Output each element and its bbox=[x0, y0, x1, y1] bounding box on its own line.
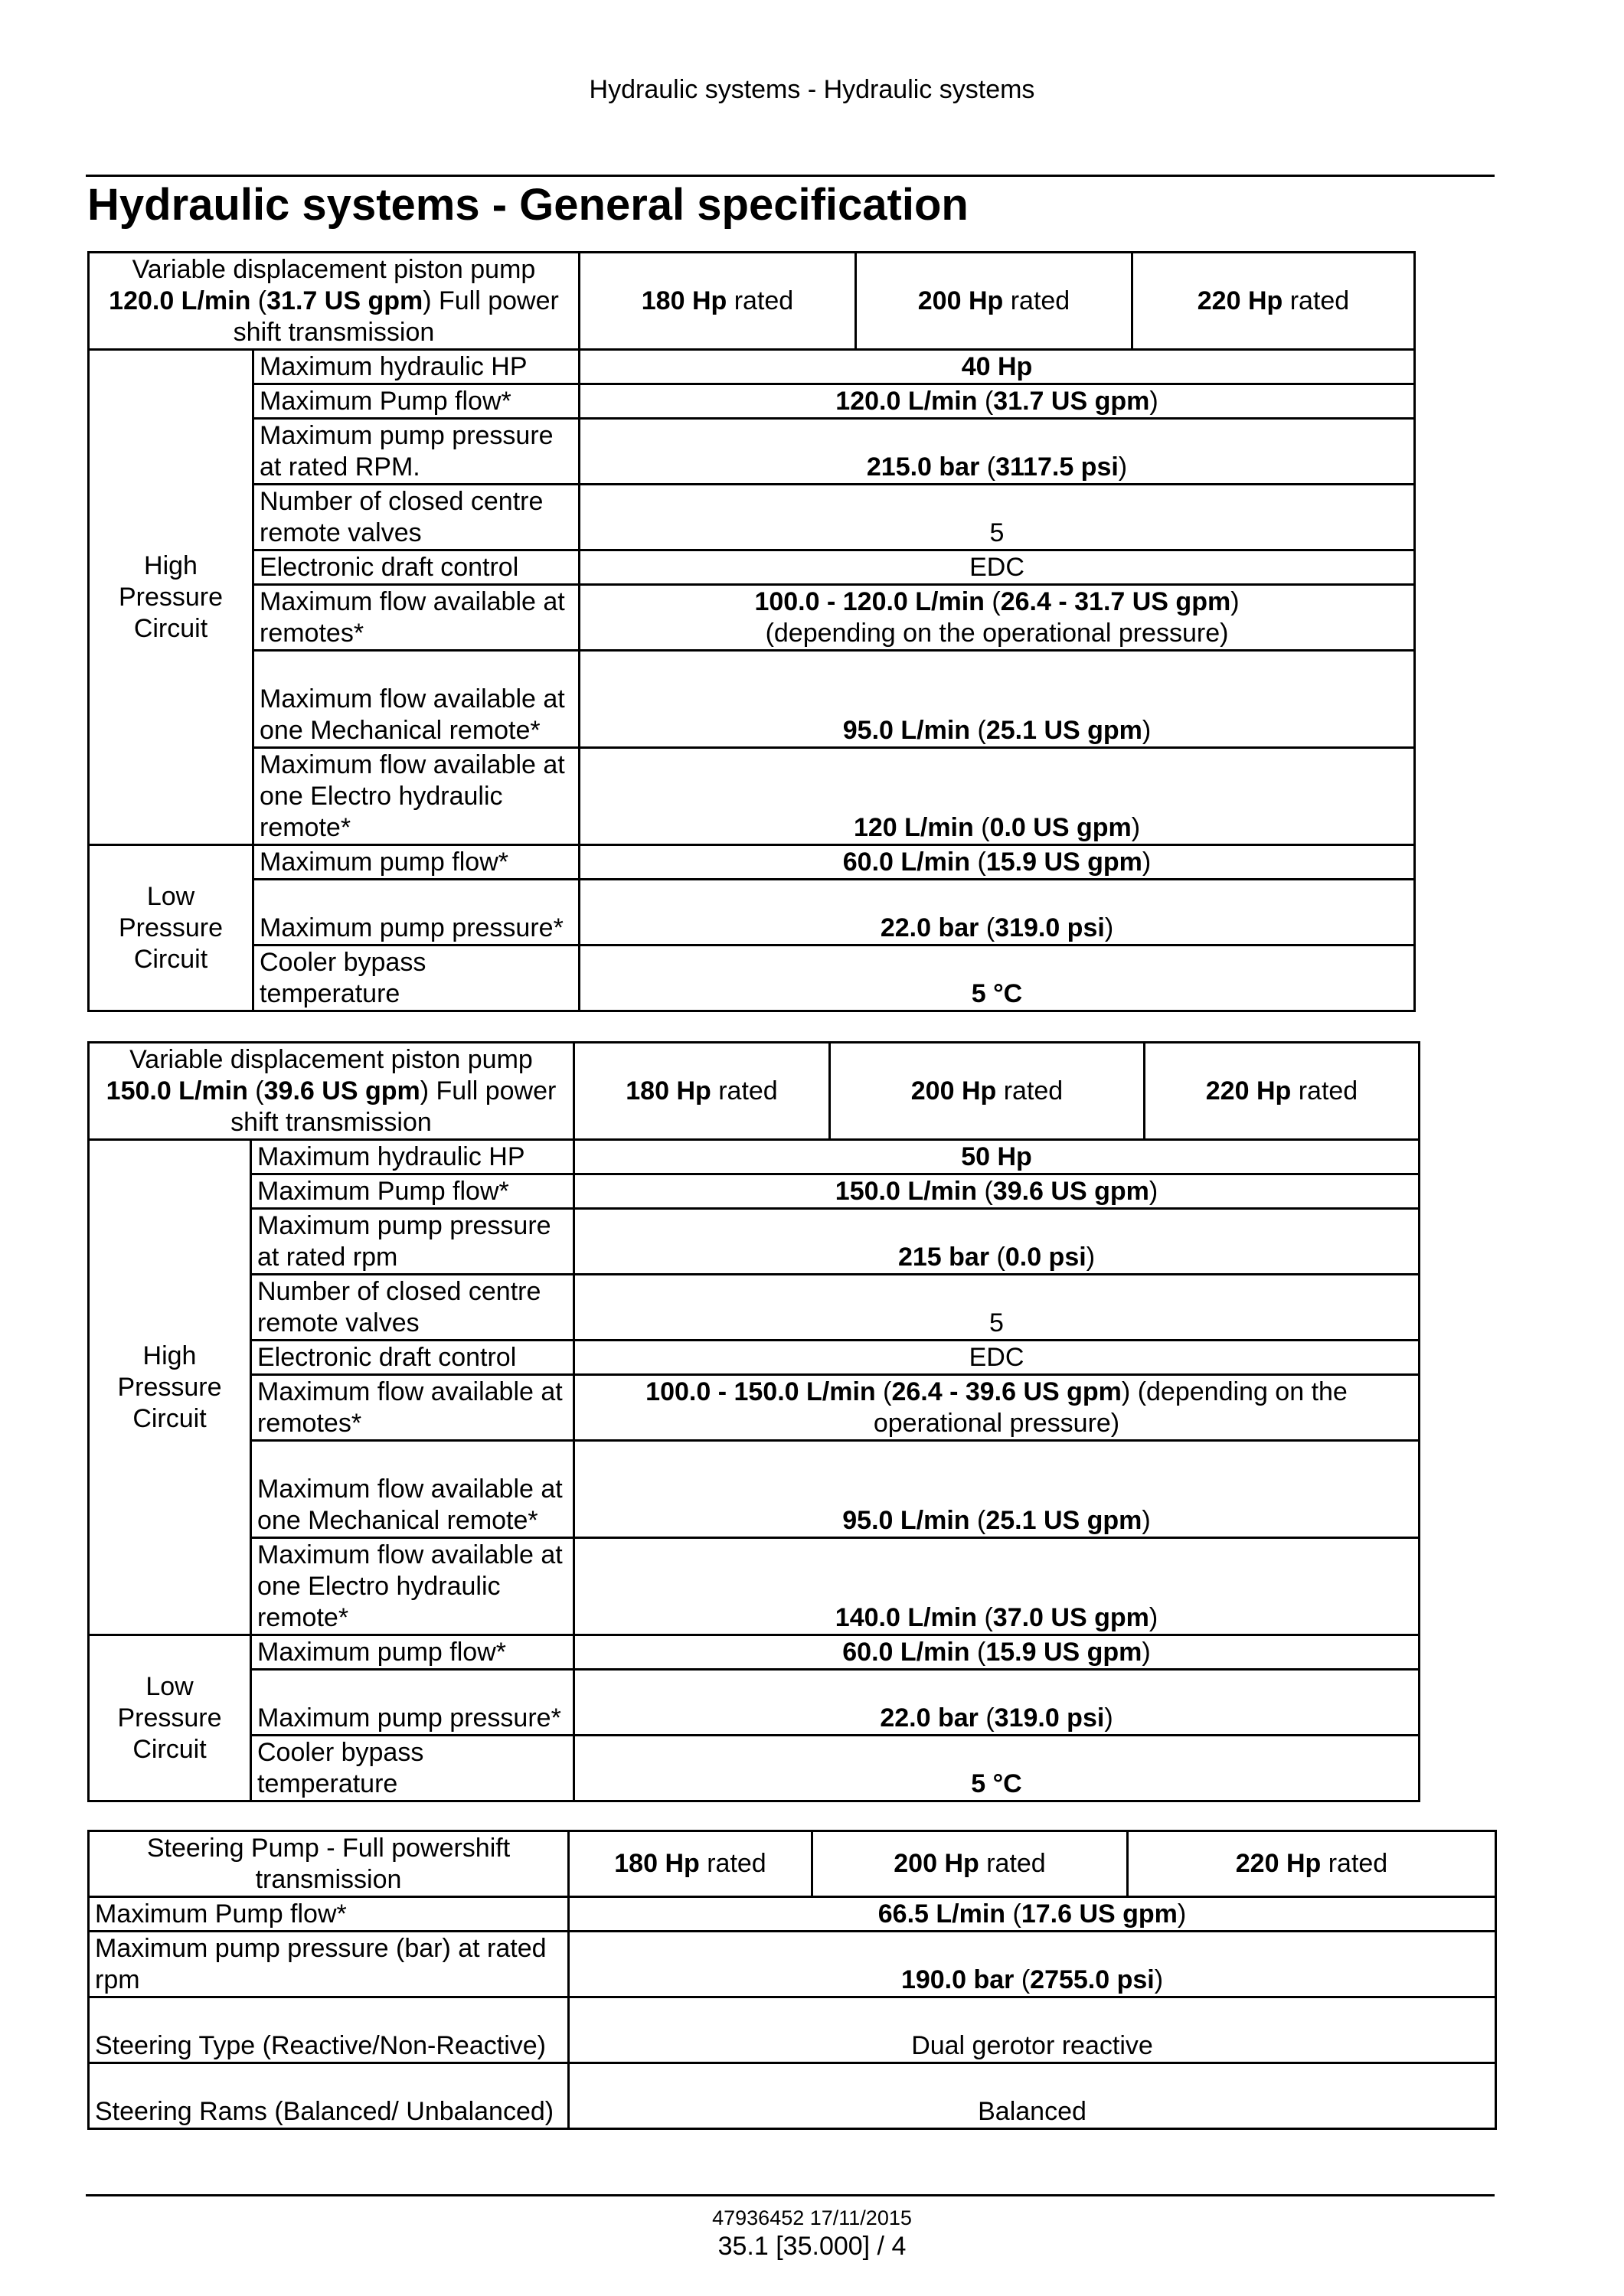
row-value: 40 Hp bbox=[580, 350, 1415, 384]
row-label: Maximum flow available at one Electro hydraulic remote* bbox=[251, 1538, 574, 1635]
row-value: 100.0 - 120.0 L/min (26.4 - 31.7 US gpm) (depending on the operational pressure) bbox=[580, 585, 1415, 651]
row-value: 120 L/min (0.0 US gpm) bbox=[580, 748, 1415, 845]
low-pressure-circuit-label: Low Pressure Circuit bbox=[89, 1635, 251, 1801]
row-value: 22.0 bar (319.0 psi) bbox=[574, 1670, 1420, 1736]
row-value: 5 °C bbox=[574, 1736, 1420, 1801]
row-label: Maximum Pump flow* bbox=[251, 1174, 574, 1209]
row-label: Maximum hydraulic HP bbox=[253, 350, 580, 384]
row-label: Maximum pump flow* bbox=[253, 845, 580, 880]
column-header-180hp: 180 Hp rated bbox=[569, 1831, 812, 1897]
table-1-title-cell: Variable displacement piston pump 120.0 L/min (31.7 US gpm) Full power shift transmission bbox=[89, 253, 580, 350]
row-value: 120.0 L/min (31.7 US gpm) bbox=[580, 384, 1415, 419]
row-label: Maximum hydraulic HP bbox=[251, 1140, 574, 1174]
column-header-220hp: 220 Hp rated bbox=[1145, 1043, 1420, 1140]
column-header-200hp: 200 Hp rated bbox=[856, 253, 1132, 350]
row-label: Maximum flow available at one Mechanical remote* bbox=[253, 651, 580, 748]
table-2-title-cell: Variable displacement piston pump 150.0 L/min (39.6 US gpm) Full power shift transmission bbox=[89, 1043, 574, 1140]
row-label: Maximum flow available at remotes* bbox=[251, 1375, 574, 1441]
low-pressure-circuit-label: Low Pressure Circuit bbox=[89, 845, 253, 1011]
column-header-180hp: 180 Hp rated bbox=[580, 253, 856, 350]
row-label: Steering Rams (Balanced/ Unbalanced) bbox=[89, 2063, 569, 2129]
row-label: Electronic draft control bbox=[251, 1341, 574, 1375]
row-label: Cooler bypass temperature bbox=[251, 1736, 574, 1801]
column-header-220hp: 220 Hp rated bbox=[1132, 253, 1415, 350]
row-label: Maximum pump pressure at rated RPM. bbox=[253, 419, 580, 485]
column-header-220hp: 220 Hp rated bbox=[1128, 1831, 1496, 1897]
row-value: EDC bbox=[574, 1341, 1420, 1375]
steering-pump-table bbox=[87, 1830, 1497, 2130]
row-value: 140.0 L/min (37.0 US gpm) bbox=[574, 1538, 1420, 1635]
footer-rule bbox=[86, 2194, 1495, 2196]
row-value: Dual gerotor reactive bbox=[569, 1997, 1496, 2063]
row-value: 50 Hp bbox=[574, 1140, 1420, 1174]
row-value: 5 bbox=[580, 485, 1415, 550]
column-header-200hp: 200 Hp rated bbox=[830, 1043, 1145, 1140]
page-title: Hydraulic systems - General specification bbox=[87, 180, 969, 230]
row-value: 190.0 bar (2755.0 psi) bbox=[569, 1932, 1496, 1997]
row-label: Maximum pump pressure* bbox=[253, 880, 580, 946]
row-value: 215.0 bar (3117.5 psi) bbox=[580, 419, 1415, 485]
row-label: Maximum flow available at remotes* bbox=[253, 585, 580, 651]
row-value: 100.0 - 150.0 L/min (26.4 - 39.6 US gpm) (depending on the operational pressure) bbox=[574, 1375, 1420, 1441]
row-value: 95.0 L/min (25.1 US gpm) bbox=[574, 1441, 1420, 1538]
table-3-title-cell: Steering Pump - Full powershift transmission bbox=[89, 1831, 569, 1897]
footer-page-number: 35.1 [35.000] / 4 bbox=[717, 2232, 907, 2261]
column-header-200hp: 200 Hp rated bbox=[812, 1831, 1128, 1897]
running-header: Hydraulic systems - Hydraulic systems bbox=[589, 75, 1035, 104]
row-value: 215 bar (0.0 psi) bbox=[574, 1209, 1420, 1275]
row-label: Maximum flow available at one Mechanical remote* bbox=[251, 1441, 574, 1538]
row-label: Maximum pump pressure at rated rpm bbox=[251, 1209, 574, 1275]
high-pressure-circuit-label: High Pressure Circuit bbox=[89, 350, 253, 845]
row-label: Maximum pump pressure* bbox=[251, 1670, 574, 1736]
row-label: Maximum Pump flow* bbox=[89, 1897, 569, 1932]
row-label: Number of closed centre remote valves bbox=[253, 485, 580, 550]
spec-table-1 bbox=[87, 251, 1416, 1012]
row-value: 150.0 L/min (39.6 US gpm) bbox=[574, 1174, 1420, 1209]
row-value: Balanced bbox=[569, 2063, 1496, 2129]
row-label: Cooler bypass temperature bbox=[253, 946, 580, 1011]
row-label: Maximum pump flow* bbox=[251, 1635, 574, 1670]
row-label: Electronic draft control bbox=[253, 550, 580, 585]
high-pressure-circuit-label: High Pressure Circuit bbox=[89, 1140, 251, 1635]
row-value: 66.5 L/min (17.6 US gpm) bbox=[569, 1897, 1496, 1932]
row-value: 95.0 L/min (25.1 US gpm) bbox=[580, 651, 1415, 748]
row-value: 5 °C bbox=[580, 946, 1415, 1011]
row-value: 22.0 bar (319.0 psi) bbox=[580, 880, 1415, 946]
row-label: Maximum pump pressure (bar) at rated rpm bbox=[89, 1932, 569, 1997]
row-value: 60.0 L/min (15.9 US gpm) bbox=[574, 1635, 1420, 1670]
spec-table-2 bbox=[87, 1041, 1420, 1802]
row-value: 60.0 L/min (15.9 US gpm) bbox=[580, 845, 1415, 880]
row-label: Number of closed centre remote valves bbox=[251, 1275, 574, 1341]
header-rule bbox=[86, 175, 1495, 177]
row-label: Steering Type (Reactive/Non-Reactive) bbox=[89, 1997, 569, 2063]
row-value: EDC bbox=[580, 550, 1415, 585]
row-label: Maximum flow available at one Electro hydraulic remote* bbox=[253, 748, 580, 845]
column-header-180hp: 180 Hp rated bbox=[574, 1043, 830, 1140]
footer-document-id: 47936452 17/11/2015 bbox=[712, 2206, 912, 2229]
row-value: 5 bbox=[574, 1275, 1420, 1341]
row-label: Maximum Pump flow* bbox=[253, 384, 580, 419]
